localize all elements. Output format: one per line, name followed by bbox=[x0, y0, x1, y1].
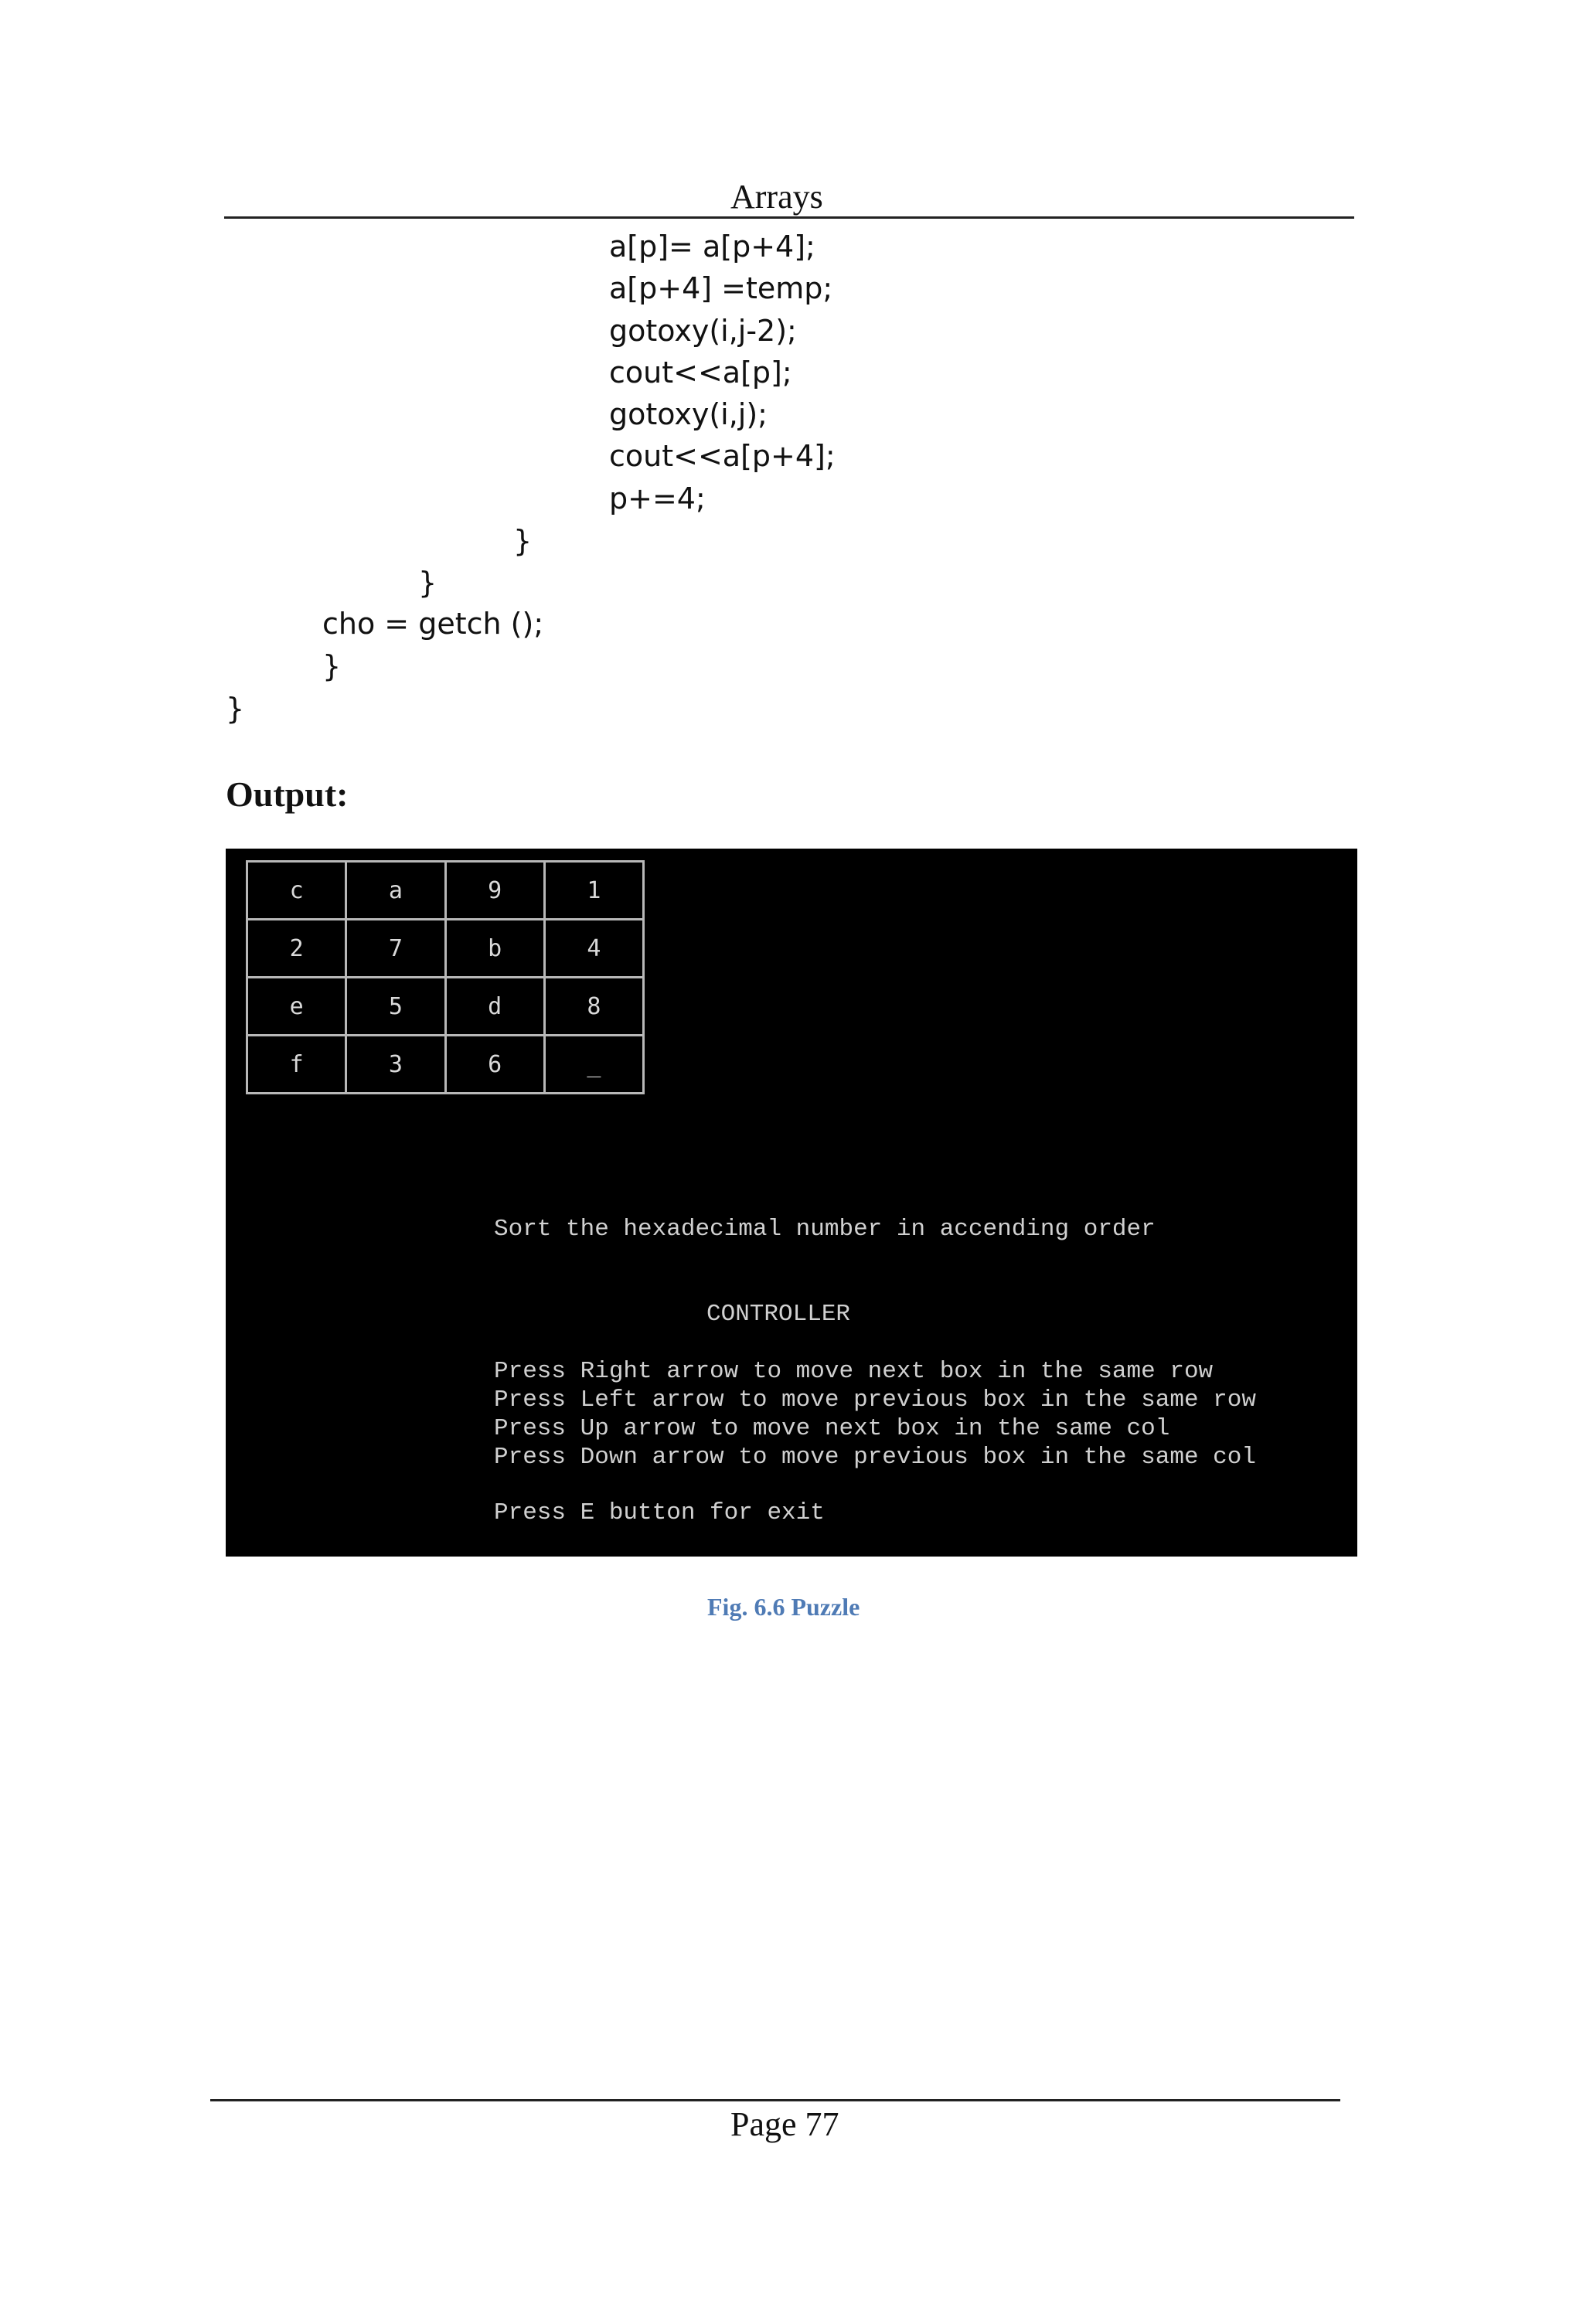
code-line: cout<<a[p+4]; bbox=[609, 439, 836, 473]
grid-cell: 4 bbox=[544, 920, 643, 978]
console-instruction: Sort the hexadecimal number in accending order bbox=[494, 1216, 1156, 1243]
control-line: Press Up arrow to move next box in the same col bbox=[494, 1415, 1170, 1442]
code-line: cout<<a[p]; bbox=[609, 356, 792, 390]
puzzle-grid bbox=[246, 860, 645, 1094]
control-line: Press Down arrow to move previous box in the same col bbox=[494, 1444, 1256, 1471]
header-divider bbox=[224, 216, 1354, 219]
code-line: } bbox=[513, 524, 533, 558]
control-line: Press Left arrow to move previous box in the same row bbox=[494, 1387, 1256, 1414]
code-line: p+=4; bbox=[609, 481, 706, 515]
code-line: a[p+4] =temp; bbox=[609, 271, 833, 305]
grid-cell: 8 bbox=[544, 978, 643, 1036]
grid-cell: c bbox=[247, 862, 346, 920]
footer-divider bbox=[210, 2099, 1340, 2101]
grid-cell: d bbox=[445, 978, 544, 1036]
grid-cell: 5 bbox=[346, 978, 445, 1036]
grid-cell: f bbox=[247, 1036, 346, 1094]
code-line: } bbox=[322, 649, 342, 683]
code-line: a[p]= a[p+4]; bbox=[609, 230, 815, 264]
control-line: Press Right arrow to move next box in the same row bbox=[494, 1358, 1214, 1385]
figure-caption: Fig. 6.6 Puzzle bbox=[707, 1593, 860, 1621]
grid-cell: 6 bbox=[445, 1036, 544, 1094]
grid-cell: a bbox=[346, 862, 445, 920]
running-header: Arrays bbox=[730, 178, 823, 216]
code-line: cho = getch (); bbox=[322, 607, 544, 641]
grid-row bbox=[247, 862, 644, 920]
exit-instruction: Press E button for exit bbox=[494, 1499, 825, 1526]
page-number: Page 77 bbox=[730, 2105, 839, 2143]
grid-cell: 2 bbox=[247, 920, 346, 978]
grid-row bbox=[247, 1036, 644, 1094]
grid-row bbox=[247, 920, 644, 978]
controller-title: CONTROLLER bbox=[706, 1301, 851, 1328]
code-line: gotoxy(i,j-2); bbox=[609, 314, 797, 348]
grid-cell: 9 bbox=[445, 862, 544, 920]
grid-cell: e bbox=[247, 978, 346, 1036]
grid-cell: _ bbox=[544, 1036, 643, 1094]
grid-row bbox=[247, 978, 644, 1036]
code-line: } bbox=[226, 692, 245, 726]
code-line: } bbox=[418, 566, 437, 600]
code-line: gotoxy(i,j); bbox=[609, 397, 768, 431]
output-heading: Output: bbox=[226, 774, 349, 814]
grid-cell: 3 bbox=[346, 1036, 445, 1094]
grid-cell: b bbox=[445, 920, 544, 978]
grid-cell: 1 bbox=[544, 862, 643, 920]
grid-cell: 7 bbox=[346, 920, 445, 978]
